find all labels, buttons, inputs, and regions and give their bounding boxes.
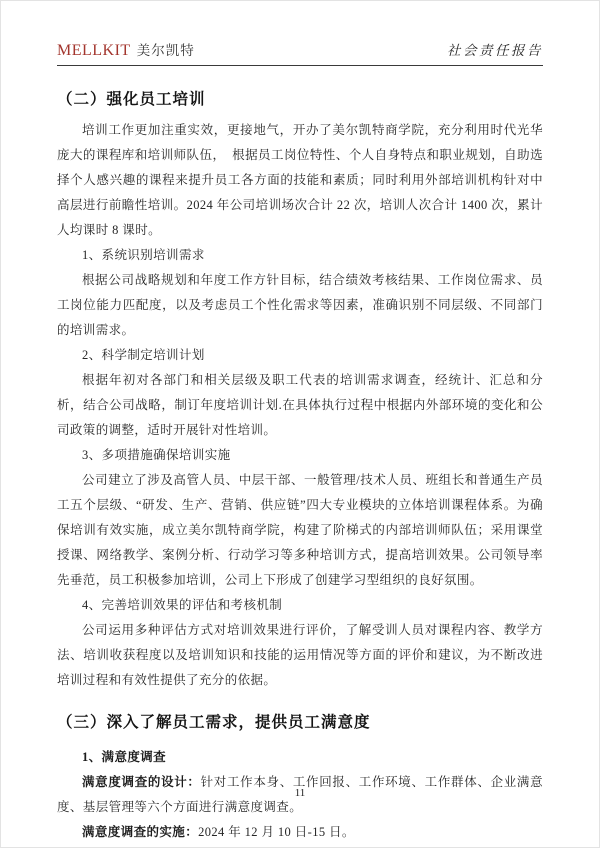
survey-implementation-paragraph xyxy=(57,820,543,845)
section-2-item-4-paragraph: 公司运用多种评估方式对培训效果进行评价，了解受训人员对课程内容、教学方法、培训收获程度以及培训知识和技能的运用情况等方面的评价和建议，为不断改进培训过程和有效性提供了充分的依据。 xyxy=(57,623,543,687)
section-3-title: （三）深入了解员工需求，提供员工满意度 xyxy=(57,714,371,731)
section-2-item-4-heading: 4、完善培训效果的评估和考核机制 xyxy=(82,598,283,612)
page-content xyxy=(57,87,543,845)
page-number: 11 xyxy=(294,787,306,799)
section-2-item-2-heading: 2、科学制定培训计划 xyxy=(82,348,205,362)
survey-implementation-text: 2024 年 12 月 10 日-15 日。 xyxy=(198,825,355,839)
section-2-item-1-heading: 1、系统识别培训需求 xyxy=(82,248,205,262)
section-2-item-3-paragraph: 公司建立了涉及高管人员、中层干部、一般管理/技术人员、班组长和普通生产员工五个层级、“研发、生产、营销、供应链”四大专业模块的立体培训课程体系。为确保培训有效实施，成立美尔凯特商学院，构建了阶梯式的内部培训师队伍；采用课堂授课、网络教学、案例分析、行动学习等多种培训方式，提高培训效果。公司领导率先垂范，员工积极参加培训，公司上下形成了创建学习型组织的良好氛围。 xyxy=(57,473,543,587)
section-2-intro-paragraph: 培训工作更加注重实效，更接地气，开办了美尔凯特商学院，充分利用时代光华庞大的课程库和培训师队伍， 根据员工岗位特性、个人自身特点和职业规划，自助选择个人感兴趣的课程来提升员工各方面的技能和素质；同时利用外部培训机构针对中高层进行前瞻性培训。2024 年公司培训场次合计 22 次，培训人次合计 1400 次，累计人均课时 8 课时。 xyxy=(57,123,543,237)
section-3-sub-heading: 1、满意度调查 xyxy=(82,750,167,764)
header-brand-group xyxy=(57,39,195,60)
survey-design-label: 满意度调查的设计： xyxy=(82,775,201,789)
section-2-item-1-paragraph: 根据公司战略规划和年度工作方针目标，结合绩效考核结果、工作岗位需求、员工岗位能力匹配度，以及考虑员工个性化需求等因素，准确识别不同层级、不同部门的培训需求。 xyxy=(57,273,543,337)
company-logo: MELLKIT xyxy=(57,42,131,59)
section-2-title: （二）强化员工培训 xyxy=(57,91,206,108)
report-title: 社会责任报告 xyxy=(447,43,543,58)
survey-implementation-label: 满意度调查的实施： xyxy=(82,825,199,839)
section-2-item-2-paragraph: 根据年初对各部门和相关层级及职工代表的培训需求调查，经统计、汇总和分析，结合公司战略，制订年度培训计划.在具体执行过程中根据内外部环境的变化和公司政策的调整，适时开展针对性培训。 xyxy=(57,373,543,437)
survey-design-text: 针对工作本身、工作回报、工作环境、工作群体、企业满意度、基层管理等六个方面进行满意度调查。 xyxy=(57,775,543,814)
section-2-item-3-heading: 3、多项措施确保培训实施 xyxy=(82,448,231,462)
company-brand-name: 美尔凯特 xyxy=(136,43,195,58)
page-header xyxy=(57,39,543,66)
